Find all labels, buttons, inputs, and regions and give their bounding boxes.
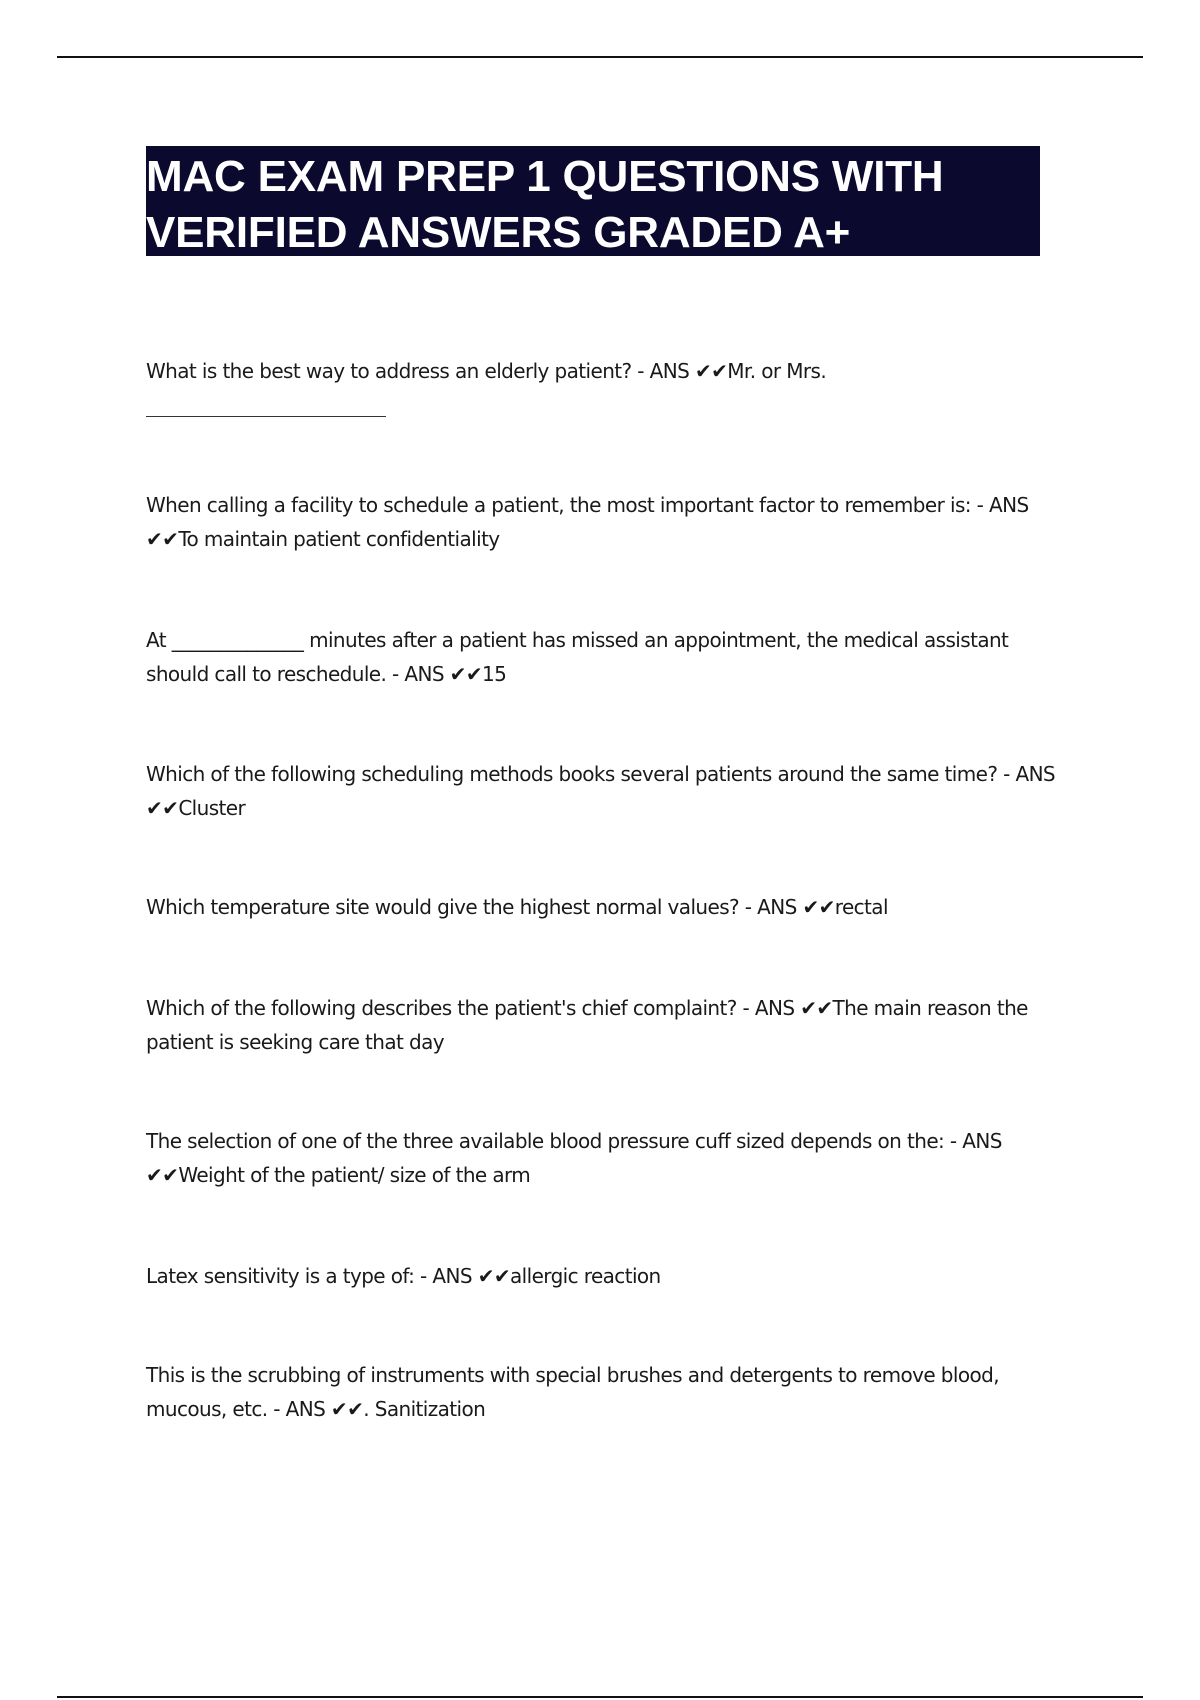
qa-line: Which temperature site would give the highest normal values? - ANS ✔✔rectal: [146, 895, 888, 919]
header-rule: [57, 56, 1143, 58]
qa-line: mucous, etc. - ANS ✔✔. Sanitization: [146, 1397, 486, 1421]
qa-item-7: [146, 1124, 1106, 1192]
qa-item-6: [146, 991, 1106, 1059]
document-title: [146, 146, 1040, 256]
qa-item-5: [146, 890, 1106, 924]
qa-item-9: [146, 1358, 1106, 1426]
title-line-2: VERIFIED ANSWERS GRADED A+: [146, 208, 851, 257]
qa-line: Which of the following describes the patient's chief complaint? - ANS ✔✔The main reason the: [146, 996, 1028, 1020]
qa-line: What is the best way to address an elderly patient? - ANS ✔✔Mr. or Mrs.: [146, 359, 827, 383]
qa-item-8: [146, 1259, 1106, 1293]
qa-line: At ______________ minutes after a patient has missed an appointment, the medical assistant: [146, 628, 1009, 652]
qa-line: When calling a facility to schedule a patient, the most important factor to remember is: - ANS: [146, 493, 1029, 517]
qa-line: Latex sensitivity is a type of: - ANS ✔✔allergic reaction: [146, 1264, 661, 1288]
qa-line: This is the scrubbing of instruments with special brushes and detergents to remove blood,: [146, 1363, 999, 1387]
qa-item-4: [146, 757, 1106, 825]
qa-line: ✔✔Weight of the patient/ size of the arm: [146, 1163, 531, 1187]
qa-line: The selection of one of the three available blood pressure cuff sized depends on the: - ANS: [146, 1129, 1002, 1153]
qa-line: patient is seeking care that day: [146, 1030, 445, 1054]
qa-item-2: [146, 488, 1106, 556]
qa-line: Which of the following scheduling methods books several patients around the same time? - ANS: [146, 762, 1056, 786]
qa-item-1: [146, 354, 1106, 388]
qa-item-3: [146, 623, 1106, 691]
title-line-1: MAC EXAM PREP 1 QUESTIONS WITH: [146, 152, 944, 201]
qa-line: ✔✔Cluster: [146, 796, 246, 820]
qa-line: ✔✔To maintain patient confidentiality: [146, 527, 500, 551]
qa-line: should call to reschedule. - ANS ✔✔15: [146, 662, 507, 686]
answer-blank-line: [146, 416, 386, 417]
footer-rule: [57, 1696, 1143, 1698]
